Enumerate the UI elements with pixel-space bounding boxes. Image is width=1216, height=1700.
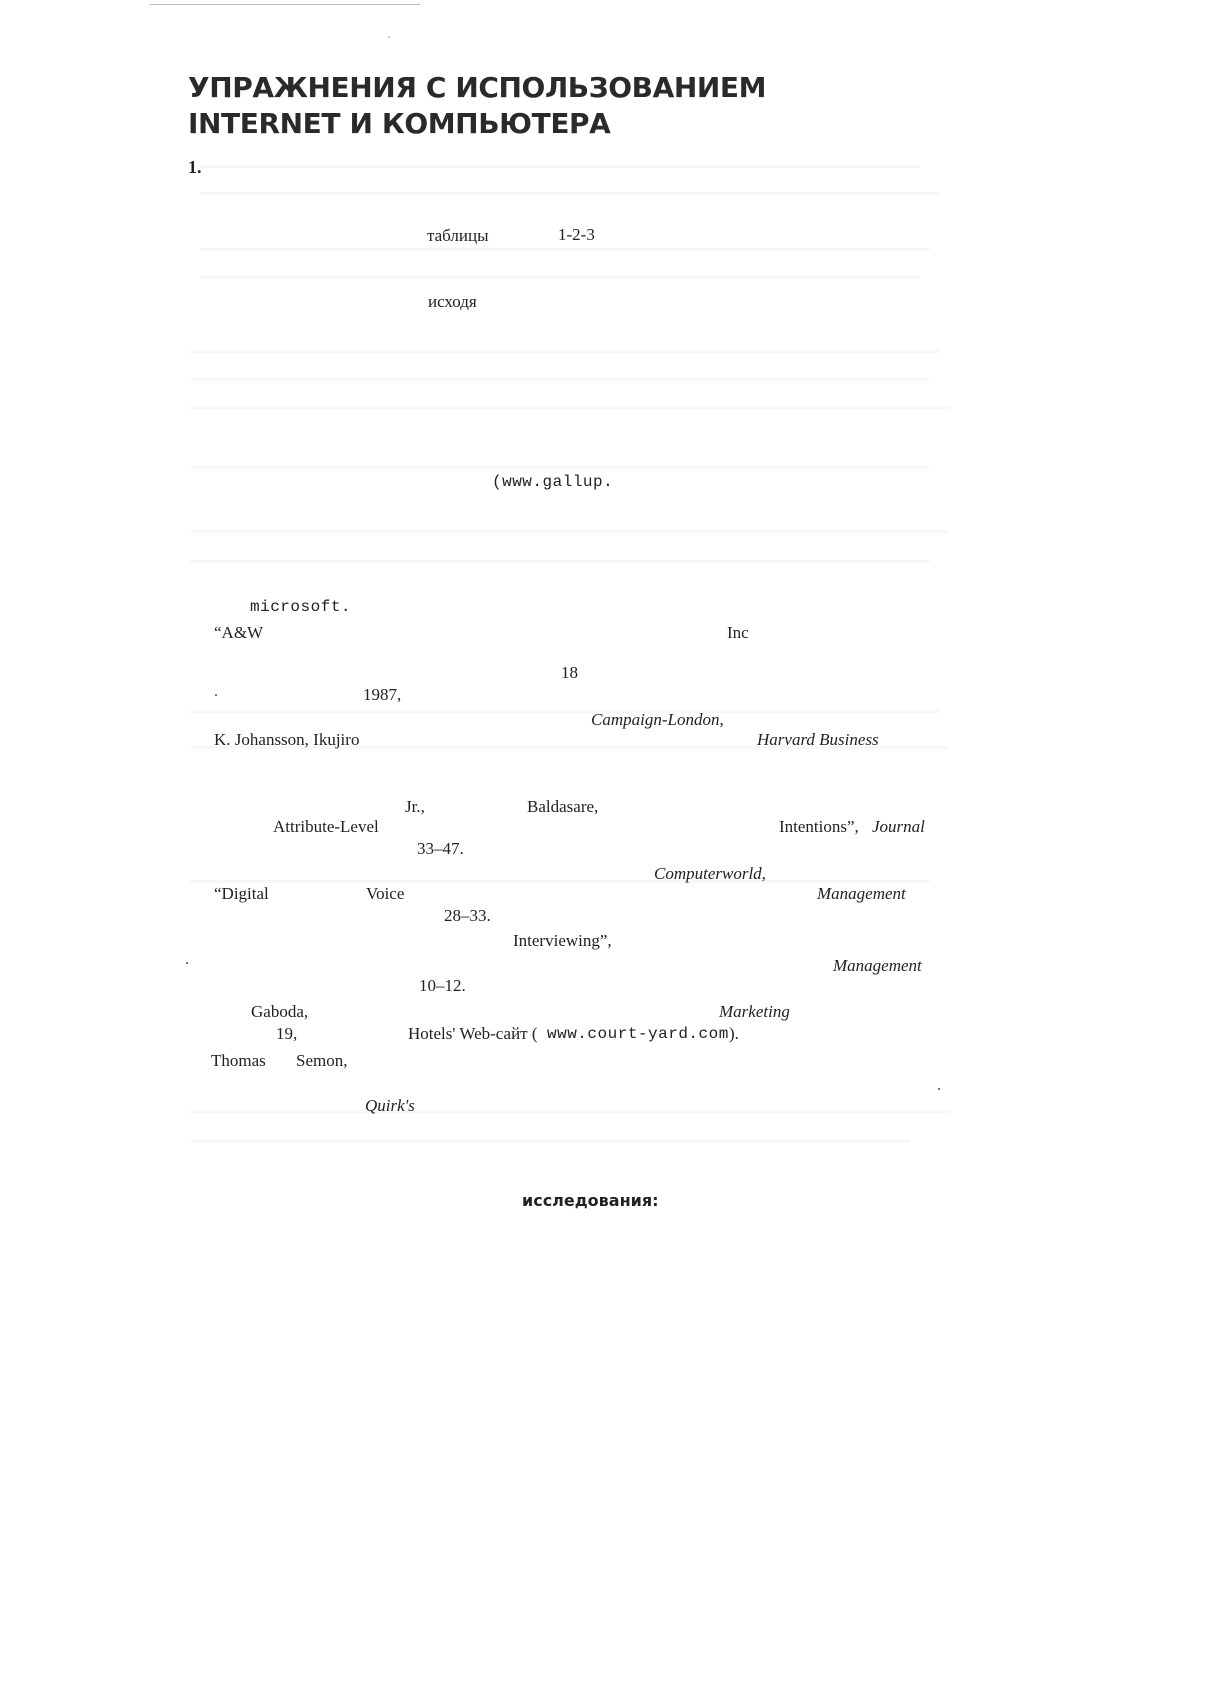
text-fragment: Campaign-London,	[591, 710, 724, 729]
url-fragment: www.court-yard.com	[547, 1025, 729, 1043]
text-fragment: Attribute-Level	[273, 817, 379, 836]
text-fragment: Baldasare,	[527, 797, 599, 816]
exercise-number: 1.	[188, 157, 202, 177]
scan-speck	[388, 36, 390, 38]
scan-speck	[938, 1088, 940, 1090]
text-fragment: Marketing	[719, 1002, 790, 1021]
text-fragment: Management	[817, 884, 906, 903]
url-fragment: microsoft.	[250, 598, 352, 616]
text-fragment: таблицы	[427, 226, 489, 245]
text-fragment: “A&W	[214, 623, 264, 642]
text-fragment: Harvard Business	[757, 730, 879, 749]
text-fragment: Jr.,	[405, 797, 425, 816]
text-fragment: Computerworld,	[654, 864, 766, 883]
text-fragment: Quirk's	[365, 1096, 415, 1115]
text-fragment: Semon,	[296, 1051, 348, 1070]
text-fragment: 1-2-3	[558, 225, 595, 244]
text-fragment: K. Johansson, Ikujiro	[214, 730, 360, 749]
text-fragment: 33–47.	[417, 839, 464, 858]
text-fragment: исследования:	[522, 1191, 659, 1210]
scan-speck	[186, 962, 188, 964]
text-fragment: ).	[729, 1024, 739, 1043]
text-fragment: Journal	[872, 817, 925, 836]
text-fragment: исходя	[428, 292, 477, 311]
text-fragment: 19,	[276, 1024, 298, 1043]
scan-speck	[215, 694, 217, 696]
text-fragment: Inc	[727, 623, 749, 642]
text-fragment: Thomas	[211, 1051, 266, 1070]
text-fragment: 10–12.	[419, 976, 466, 995]
section-heading-line-2: INTERNET И КОМПЬЮТЕРА	[188, 107, 611, 140]
url-fragment: (www.gallup.	[492, 473, 614, 491]
text-fragment: Interviewing”,	[513, 931, 612, 950]
text-fragment: Management	[833, 956, 922, 975]
text-fragment: Gaboda,	[251, 1002, 309, 1021]
text-fragment: “Digital	[214, 884, 269, 903]
text-fragment: Hotels' Web-сайт (	[408, 1024, 538, 1043]
section-heading-line-1: УПРАЖНЕНИЯ С ИСПОЛЬЗОВАНИЕМ	[188, 71, 767, 104]
text-fragment: 1987,	[363, 685, 402, 704]
text-fragment: 28–33.	[444, 906, 491, 925]
text-fragment: Voice	[366, 884, 405, 903]
text-fragment: 18	[561, 663, 578, 682]
scan-edge-line	[150, 4, 420, 5]
text-fragment: Intentions”,	[779, 817, 859, 836]
